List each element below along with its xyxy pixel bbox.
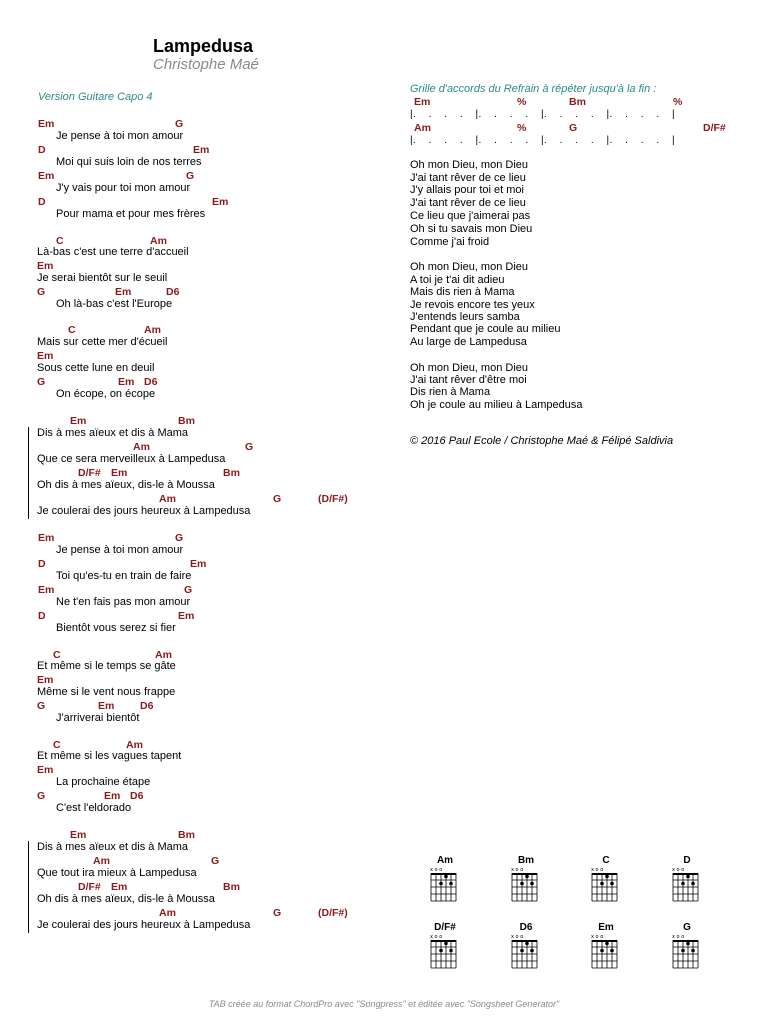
- grid-bar-row: |. . . . |. . . . |. . . . |. . . . |: [410, 109, 676, 120]
- chord-symbol: Em: [38, 118, 55, 130]
- chorus-line: Oh mon Dieu, mon Dieu: [410, 261, 528, 273]
- chord-diagram: [425, 855, 465, 905]
- grid-bar-row: |. . . . |. . . . |. . . . |. . . . |: [410, 135, 676, 146]
- chord-symbol: Em: [38, 532, 55, 544]
- lyric-line: La prochaine étape: [56, 776, 151, 788]
- chorus-line: J'entends leurs samba: [410, 311, 520, 323]
- chord-symbol: Am: [126, 739, 143, 751]
- lyric-line: Mais sur cette mer d'écueil: [37, 336, 168, 348]
- chord-symbol: C: [53, 739, 61, 751]
- lyric-line: On écope, on écope: [56, 388, 156, 400]
- chord-symbol: G: [37, 286, 46, 298]
- chord-symbol: G: [186, 170, 195, 182]
- fretboard-grid: [429, 867, 461, 903]
- svg-text:x o o: x o o: [430, 867, 443, 873]
- chord-symbol: Am: [144, 324, 161, 336]
- chord-symbol: Em: [104, 790, 121, 802]
- lyric-line: Pour mama et pour mes frères: [56, 208, 206, 220]
- grid-chord: D/F#: [703, 122, 726, 134]
- lyric-line: C'est l'eldorado: [56, 802, 132, 814]
- lyric-line: Bientôt vous serez si fier: [56, 622, 176, 634]
- chorus-line: Pendant que je coule au milieu: [410, 323, 561, 335]
- chord-symbol: Bm: [223, 881, 240, 893]
- chord-symbol: G: [37, 376, 46, 388]
- chord-diagram: [506, 922, 546, 972]
- chord-symbol: Bm: [223, 467, 240, 479]
- chorus-line: J'y allais pour toi et moi: [410, 184, 524, 196]
- chord-symbol: D6: [166, 286, 180, 298]
- chord-symbol: G: [184, 584, 193, 596]
- svg-text:x o o: x o o: [672, 867, 685, 873]
- lyric-line: Dis à mes aïeux et dis à Mama: [37, 427, 189, 439]
- chord-symbol: Em: [111, 881, 128, 893]
- chord-symbol: Bm: [178, 415, 195, 427]
- lyric-line: Je coulerai des jours heureux à Lampedusa: [37, 919, 251, 931]
- grid-chord: %: [517, 122, 527, 134]
- fretboard-grid: [671, 934, 703, 970]
- chorus-line: J'ai tant rêver de ce lieu: [410, 172, 526, 184]
- chorus-bar-2: [28, 841, 29, 933]
- chord-diagram: [667, 922, 707, 972]
- grid-chord: Am: [414, 122, 431, 134]
- chord-symbol: G: [273, 493, 282, 505]
- chord-symbol: Em: [190, 558, 207, 570]
- chord-symbol: Em: [37, 260, 54, 272]
- svg-text:x o o: x o o: [591, 867, 604, 873]
- chord-symbol: Am: [93, 855, 110, 867]
- svg-text:x o o: x o o: [511, 934, 524, 940]
- chord-diagram-name: D/F#: [434, 922, 456, 933]
- chorus-line: A toi je t'ai dit adieu: [410, 274, 505, 286]
- chord-symbol: D: [38, 558, 46, 570]
- chord-diagram: [586, 855, 626, 905]
- chorus-line: Au large de Lampedusa: [410, 336, 527, 348]
- chord-symbol: Em: [70, 415, 87, 427]
- chord-symbol: Am: [159, 907, 176, 919]
- grid-chord: %: [517, 96, 527, 108]
- chord-symbol: Em: [115, 286, 132, 298]
- chord-symbol: D6: [130, 790, 144, 802]
- chord-symbol: C: [56, 235, 64, 247]
- chorus-line: Oh mon Dieu, mon Dieu: [410, 362, 528, 374]
- chord-symbol: G: [211, 855, 220, 867]
- chord-symbol: (D/F#): [318, 493, 348, 505]
- chord-diagram: [586, 922, 626, 972]
- chorus-line: Oh mon Dieu, mon Dieu: [410, 159, 528, 171]
- chorus-line: Comme j'ai froid: [410, 236, 490, 248]
- footer-note: TAB créée au format ChordPro avec "Songpress" et éditée avec "Songsheet Generator": [208, 999, 560, 1009]
- lyric-line: Et même si les vagues tapent: [37, 750, 182, 762]
- fretboard-grid: [671, 867, 703, 903]
- fretboard-grid: [510, 867, 542, 903]
- chord-symbol: D/F#: [78, 881, 101, 893]
- chord-diagram-name: C: [602, 855, 610, 866]
- chord-symbol: Bm: [178, 829, 195, 841]
- chord-symbol: Am: [150, 235, 167, 247]
- fretboard-grid: [590, 867, 622, 903]
- chord-symbol: Am: [133, 441, 150, 453]
- chord-symbol: Em: [111, 467, 128, 479]
- fretboard-grid: [429, 934, 461, 970]
- chord-symbol: Em: [178, 610, 195, 622]
- chord-symbol: G: [37, 790, 46, 802]
- chorus-bar-1: [28, 427, 29, 519]
- chord-symbol: Em: [98, 700, 115, 712]
- lyric-line: Moi qui suis loin de nos terres: [56, 156, 202, 168]
- grid-chord: Bm: [569, 96, 586, 108]
- chord-diagram-name: Am: [436, 855, 454, 866]
- chorus-line: J'ai tant rêver de ce lieu: [410, 197, 526, 209]
- grid-chord: G: [569, 122, 578, 134]
- svg-text:x o o: x o o: [591, 934, 604, 940]
- svg-text:x o o: x o o: [672, 934, 685, 940]
- chord-symbol: D/F#: [78, 467, 101, 479]
- chord-diagram-name: D6: [519, 922, 533, 933]
- chorus-line: Dis rien à Mama: [410, 386, 491, 398]
- lyric-line: Que ce sera merveilleux à Lampedusa: [37, 453, 226, 465]
- chord-symbol: Am: [159, 493, 176, 505]
- lyric-line: Là-bas c'est une terre d'accueil: [37, 246, 189, 258]
- chord-symbol: G: [273, 907, 282, 919]
- chord-symbol: Em: [212, 196, 229, 208]
- chord-symbol: Em: [37, 674, 54, 686]
- grid-chord: %: [673, 96, 683, 108]
- chorus-line: Oh si tu savais mon Dieu: [410, 223, 533, 235]
- grid-chord: Em: [414, 96, 431, 108]
- copyright: © 2016 Paul Ecole / Christophe Maé & Félipé Saldivia: [410, 435, 674, 447]
- chord-symbol: G: [175, 532, 184, 544]
- svg-text:x o o: x o o: [511, 867, 524, 873]
- chord-symbol: Em: [70, 829, 87, 841]
- lyric-line: Dis à mes aïeux et dis à Mama: [37, 841, 189, 853]
- chord-symbol: Am: [155, 649, 172, 661]
- chord-symbol: G: [37, 700, 46, 712]
- chord-symbol: D6: [144, 376, 158, 388]
- artist-name: Christophe Maé: [153, 56, 259, 73]
- chord-symbol: Em: [37, 764, 54, 776]
- chord-symbol: Em: [37, 350, 54, 362]
- svg-text:x o o: x o o: [430, 934, 443, 940]
- chord-symbol: Em: [38, 584, 55, 596]
- lyric-line: Je pense à toi mon amour: [56, 130, 184, 142]
- chord-diagram: [506, 855, 546, 905]
- chord-symbol: C: [53, 649, 61, 661]
- lyric-line: Oh là-bas c'est l'Europe: [56, 298, 173, 310]
- chord-symbol: (D/F#): [318, 907, 348, 919]
- lyric-line: Et même si le temps se gâte: [37, 660, 176, 672]
- lyric-line: Oh dis à mes aïeux, dis-le à Moussa: [37, 479, 215, 491]
- lyric-line: Sous cette lune en deuil: [37, 362, 155, 374]
- chord-diagram-name: Em: [598, 922, 614, 933]
- chord-symbol: D: [38, 196, 46, 208]
- lyric-line: Ne t'en fais pas mon amour: [56, 596, 191, 608]
- fretboard-grid: [510, 934, 542, 970]
- chord-symbol: D6: [140, 700, 154, 712]
- chord-symbol: Em: [193, 144, 210, 156]
- chord-diagram: [425, 922, 465, 972]
- lyric-line: Je coulerai des jours heureux à Lampedusa: [37, 505, 251, 517]
- chord-diagram-name: Bm: [517, 855, 535, 866]
- lyric-line: Oh dis à mes aïeux, dis-le à Moussa: [37, 893, 215, 905]
- chorus-line: Oh je coule au milieu à Lampedusa: [410, 399, 583, 411]
- chord-symbol: Em: [118, 376, 135, 388]
- lyric-line: Toi qu'es-tu en train de faire: [56, 570, 192, 582]
- song-title: Lampedusa: [153, 36, 254, 56]
- chorus-line: Ce lieu que j'aimerai pas: [410, 210, 531, 222]
- lyric-line: Même si le vent nous frappe: [37, 686, 176, 698]
- chorus-line: Mais dis rien à Mama: [410, 286, 515, 298]
- chorus-line: J'ai tant rêver d'être moi: [410, 374, 527, 386]
- chord-symbol: G: [175, 118, 184, 130]
- chord-diagram-name: G: [683, 922, 691, 933]
- chord-diagram-name: D: [683, 855, 691, 866]
- chord-symbol: G: [245, 441, 254, 453]
- lyric-line: Je pense à toi mon amour: [56, 544, 184, 556]
- lyric-line: Que tout ira mieux à Lampedusa: [37, 867, 197, 879]
- chord-symbol: C: [68, 324, 76, 336]
- chord-symbol: D: [38, 610, 46, 622]
- version-note: Version Guitare Capo 4: [38, 91, 153, 103]
- grid-title: Grille d'accords du Refrain à répéter jusqu'à la fin :: [410, 83, 657, 95]
- fretboard-grid: [590, 934, 622, 970]
- lyric-line: J'arriverai bientôt: [56, 712, 140, 724]
- lyric-line: Je serai bientôt sur le seuil: [37, 272, 168, 284]
- lyric-line: J'y vais pour toi mon amour: [56, 182, 191, 194]
- chorus-line: Je revois encore tes yeux: [410, 299, 535, 311]
- chord-diagram: [667, 855, 707, 905]
- chord-symbol: Em: [38, 170, 55, 182]
- chord-symbol: D: [38, 144, 46, 156]
